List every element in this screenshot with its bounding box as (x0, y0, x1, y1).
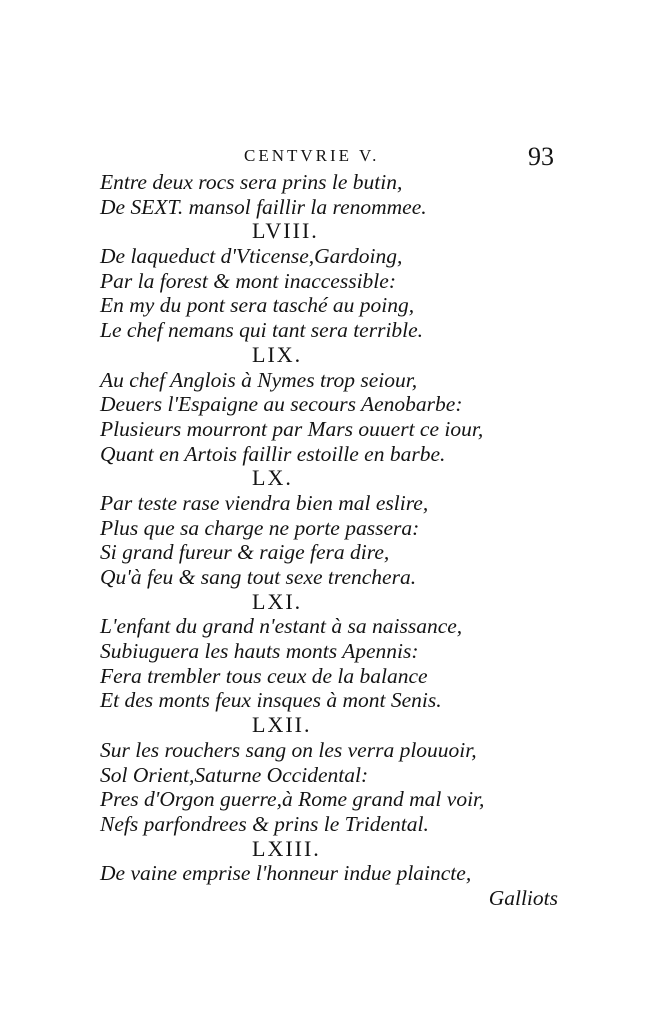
verse-line: Subiuguera les hauts monts Apennis: (100, 639, 419, 664)
quatrain-number: LXIII. (252, 835, 321, 861)
verse-line: Sur les rouchers sang on les verra plouuoir, (100, 737, 477, 762)
verse-line: Entre deux rocs sera prins le butin, (100, 170, 403, 194)
verse-line: L'enfant du grand n'estant à sa naissance, (100, 614, 463, 639)
verse-line: Nefs parfondrees & prins le Tridental. (100, 811, 429, 836)
verse-line: En my du pont sera tasché au poing, (100, 293, 415, 318)
running-title: CENTVRIE V. (244, 146, 380, 165)
verse-line: Deuers l'Espaigne au secours Aenobarbe: (100, 392, 463, 417)
verse-line: Qu'à feu & sang tout sexe trenchera. (100, 565, 417, 589)
verse-line: Par la forest & mont inaccessible: (100, 268, 396, 293)
verse-line: Pres d'Orgon guerre,à Rome grand mal voir, (100, 787, 485, 812)
catchword: Galliots (488, 885, 558, 910)
verse-line: Quant en Artois faillir estoille en barbe. (100, 441, 446, 466)
verse-line: Et des monts feux insques à mont Senis. (100, 688, 442, 713)
quatrain-text-block (100, 170, 560, 911)
quatrain-number: LIX. (252, 341, 303, 367)
quatrain-number: LVIII. (252, 218, 319, 244)
verse-line: Plusieurs mourront par Mars ouuert ce iour, (100, 416, 484, 441)
verse-line: Sol Orient,Saturne Occidental: (100, 762, 369, 787)
verse-line: Plus que sa charge ne porte passera: (100, 515, 420, 540)
verse-line: De SEXT. mansol faillir la renommee. (100, 194, 427, 219)
quatrain-number: LX. (252, 465, 293, 491)
verse-line: Fera trembler tous ceux de la balance (100, 663, 428, 688)
verse-line: De laqueduct d'Vticense,Gardoing, (100, 244, 403, 269)
quatrain-number: LXII. (252, 712, 312, 738)
verse-line: Le chef nemans qui tant sera terrible. (100, 318, 424, 343)
page-number: 93 (528, 142, 554, 171)
verse-line: Si grand fureur & raige fera dire, (100, 540, 390, 565)
verse-line: Au chef Anglois à Nymes trop seiour, (100, 367, 418, 392)
verse-line: Par teste rase viendra bien mal eslire, (100, 490, 429, 515)
quatrain-number: LXI. (252, 588, 303, 614)
verse-line: De vaine emprise l'honneur indue plaincte, (100, 861, 472, 886)
